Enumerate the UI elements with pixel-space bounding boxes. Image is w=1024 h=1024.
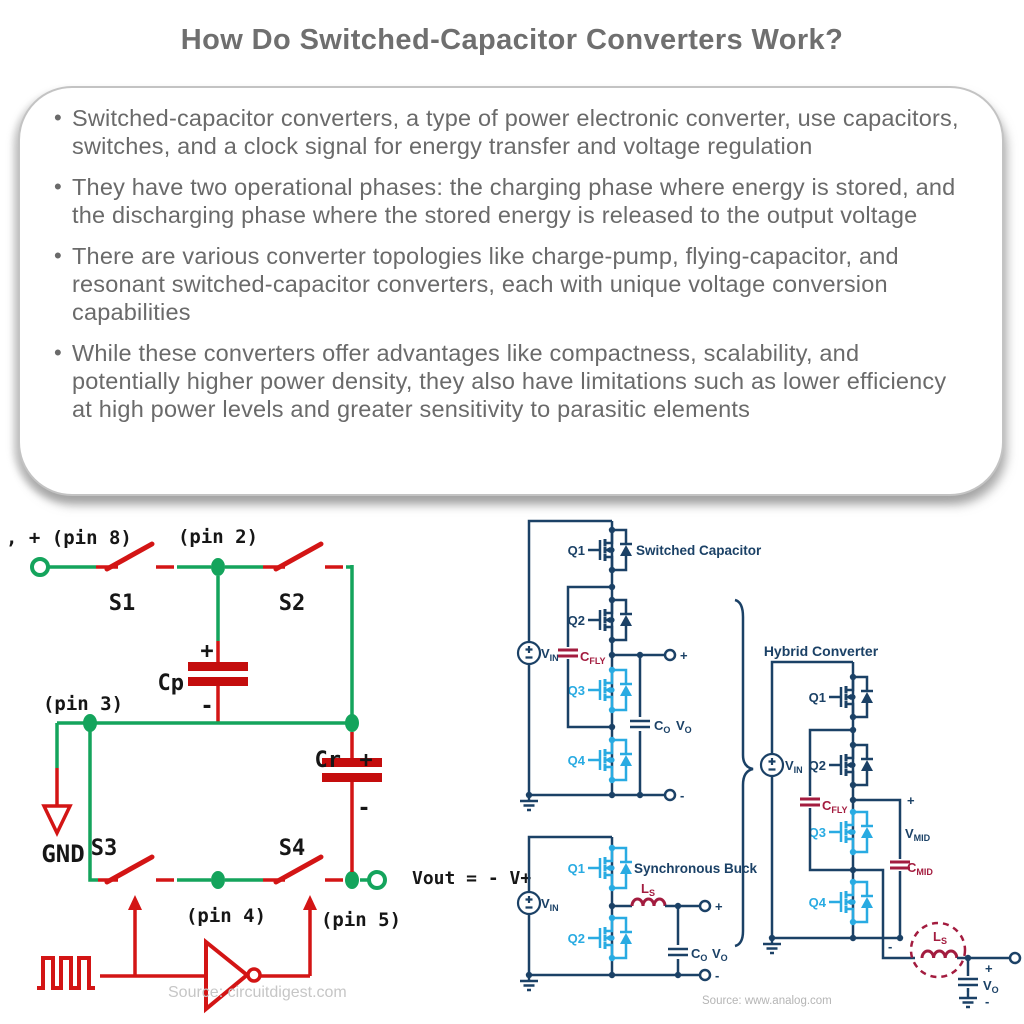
q4-mosfet bbox=[829, 879, 873, 925]
pin8-terminal bbox=[32, 559, 48, 575]
analog-middle-circuits bbox=[488, 505, 770, 1024]
q2-mosfet bbox=[588, 597, 632, 643]
cfly-label: $C_{FLY}$ bbox=[580, 649, 606, 666]
cmid-label: $C_{MID}$ bbox=[907, 860, 933, 877]
circuitdigest-watermark: Source: circuitdigest.com bbox=[168, 984, 347, 1001]
q1-label: Q1 bbox=[567, 861, 585, 876]
cr-plus-label: + bbox=[359, 748, 373, 773]
ls-label: $L_S$ bbox=[641, 881, 655, 898]
summary-box bbox=[18, 86, 1004, 496]
ls-label: $L_S$ bbox=[933, 929, 947, 946]
cr-minus-label: - bbox=[357, 796, 371, 821]
output-minus-label: - bbox=[680, 788, 685, 803]
q2-mosfet bbox=[588, 915, 632, 961]
bullet-text: While these converters offer advantages like compactness, scalability, and potentially higher power density, they also have limitations such as lower efficiency at high power levels and greater sensitivity to parasitic elements bbox=[72, 340, 947, 422]
vin-source bbox=[761, 754, 783, 776]
cr-top-node bbox=[345, 714, 359, 732]
s4-drive-arrow bbox=[303, 895, 317, 976]
hybrid-converter-title: Hybrid Converter bbox=[763, 643, 879, 659]
switched-capacitor-circuit bbox=[518, 521, 762, 810]
s3-label: S3 bbox=[90, 836, 118, 861]
bullet-marker bbox=[54, 104, 72, 160]
bullet-item bbox=[54, 173, 964, 229]
s2-label: S2 bbox=[278, 591, 306, 616]
ground-icon bbox=[959, 992, 977, 1007]
bullet-marker bbox=[54, 173, 72, 229]
cp-plus-label: + bbox=[200, 639, 214, 664]
vo-plus-label: + bbox=[985, 961, 993, 976]
ground-icon bbox=[763, 938, 781, 953]
vo-minus-label: - bbox=[985, 994, 990, 1009]
output-plus-label: + bbox=[680, 648, 688, 663]
output-plus-terminal bbox=[700, 901, 710, 911]
q2-label: Q2 bbox=[567, 931, 585, 946]
co-label: $C_O$ bbox=[654, 718, 671, 735]
q4-mosfet bbox=[588, 737, 632, 783]
q1-mosfet bbox=[588, 845, 632, 891]
vin-source bbox=[518, 892, 540, 914]
pin5-terminal bbox=[369, 872, 385, 888]
co-label: $C_O$ bbox=[691, 946, 708, 963]
bullet-text: They have two operational phases: the charging phase where energy is stored, and the discharging phase where the stored energy is released to the output voltage bbox=[72, 174, 956, 228]
switch-s4 bbox=[263, 857, 352, 882]
q3-label: Q3 bbox=[567, 683, 585, 698]
cp-capacitor bbox=[188, 576, 248, 723]
q2-mosfet bbox=[829, 742, 873, 788]
bullet-text: There are various converter topologies like charge-pump, flying-capacitor, and resonant switched-capacitor converters, each with unique voltage conversion capabilities bbox=[72, 243, 899, 325]
vo-label: $V_O$ bbox=[712, 946, 728, 963]
cr-label: Cr bbox=[314, 748, 341, 773]
q2-label: Q2 bbox=[567, 613, 585, 628]
ls-inductor bbox=[632, 899, 665, 906]
s1-label: S1 bbox=[108, 591, 136, 616]
cfly-label: $C_{FLY}$ bbox=[822, 798, 848, 815]
q1-label: Q1 bbox=[567, 543, 585, 558]
cp-minus-label: - bbox=[200, 694, 214, 719]
output-minus-terminal bbox=[700, 970, 710, 980]
vmid-label: $V_{MID}$ bbox=[905, 826, 931, 843]
pin2-label: (pin 2) bbox=[177, 526, 259, 548]
hybrid-converter-circuit bbox=[755, 630, 1024, 1024]
pin8-label: , + (pin 8) bbox=[6, 527, 132, 549]
analog-watermark: Source: www.analog.com bbox=[702, 995, 832, 1007]
vmid-plus-label: + bbox=[907, 793, 915, 808]
bullet-item bbox=[54, 339, 964, 423]
q1-mosfet bbox=[588, 527, 632, 573]
switched-capacitor-title: Switched Capacitor bbox=[636, 543, 762, 558]
s4-label: S4 bbox=[278, 836, 306, 861]
page-title: How Do Switched-Capacitor Converters Work? bbox=[180, 24, 844, 56]
pin4-label: (pin 4) bbox=[185, 905, 267, 927]
vo-label: $V_O$ bbox=[676, 718, 692, 735]
q4-label: Q4 bbox=[808, 895, 826, 910]
charge-pump-circuit bbox=[0, 510, 532, 1024]
output-plus-label: + bbox=[715, 899, 723, 914]
ground-icon bbox=[520, 975, 538, 990]
bullet-marker bbox=[54, 242, 72, 326]
co-capacitor bbox=[630, 655, 650, 795]
bullet-item bbox=[54, 104, 964, 160]
bullet-item bbox=[54, 242, 964, 326]
q2-label: Q2 bbox=[808, 758, 826, 773]
pin5-node bbox=[345, 871, 359, 889]
gnd-symbol bbox=[44, 723, 70, 833]
q1-mosfet bbox=[829, 674, 873, 720]
q3-mosfet bbox=[588, 667, 632, 713]
co-capacitor bbox=[668, 906, 688, 975]
bullet-text: Switched-capacitor converters, a type of power electronic converter, use capacitors, switches, and a clock signal for energy transfer and voltage regulation bbox=[72, 105, 959, 159]
vin-source bbox=[518, 642, 540, 664]
cp-label: Cp bbox=[157, 671, 184, 696]
output-minus-terminal bbox=[665, 790, 675, 800]
output-minus-label: - bbox=[715, 968, 720, 983]
switch-s2 bbox=[263, 544, 343, 569]
q4-label: Q4 bbox=[567, 753, 585, 768]
synchronous-buck-circuit bbox=[518, 837, 758, 990]
output-plus-terminal bbox=[665, 650, 675, 660]
gnd-label: GND bbox=[41, 840, 85, 868]
ground-icon bbox=[520, 795, 538, 810]
vo-label: $V_O$ bbox=[983, 978, 999, 995]
pin5-label: (pin 5) bbox=[320, 909, 402, 931]
q1-label: Q1 bbox=[808, 690, 826, 705]
pin4-node bbox=[211, 871, 225, 889]
vmid-minus-label: - bbox=[888, 939, 893, 954]
combine-brace bbox=[735, 600, 753, 946]
vin-label: $V_{IN}$ bbox=[541, 646, 559, 663]
q3-mosfet bbox=[829, 809, 873, 855]
clock-signal-icon bbox=[37, 958, 95, 988]
pin3-label: (pin 3) bbox=[42, 693, 124, 715]
synchronous-buck-title: Synchronous Buck bbox=[634, 861, 758, 876]
s3-drive-arrow bbox=[128, 895, 142, 976]
q3-label: Q3 bbox=[808, 825, 826, 840]
bullet-marker bbox=[54, 339, 72, 423]
vout-equation: Vout = - V+ bbox=[412, 868, 532, 889]
vin-label: $V_{IN}$ bbox=[541, 896, 559, 913]
vin-label: $V_{IN}$ bbox=[785, 758, 803, 775]
pin2-node bbox=[211, 558, 225, 576]
output-terminal bbox=[1010, 953, 1020, 963]
